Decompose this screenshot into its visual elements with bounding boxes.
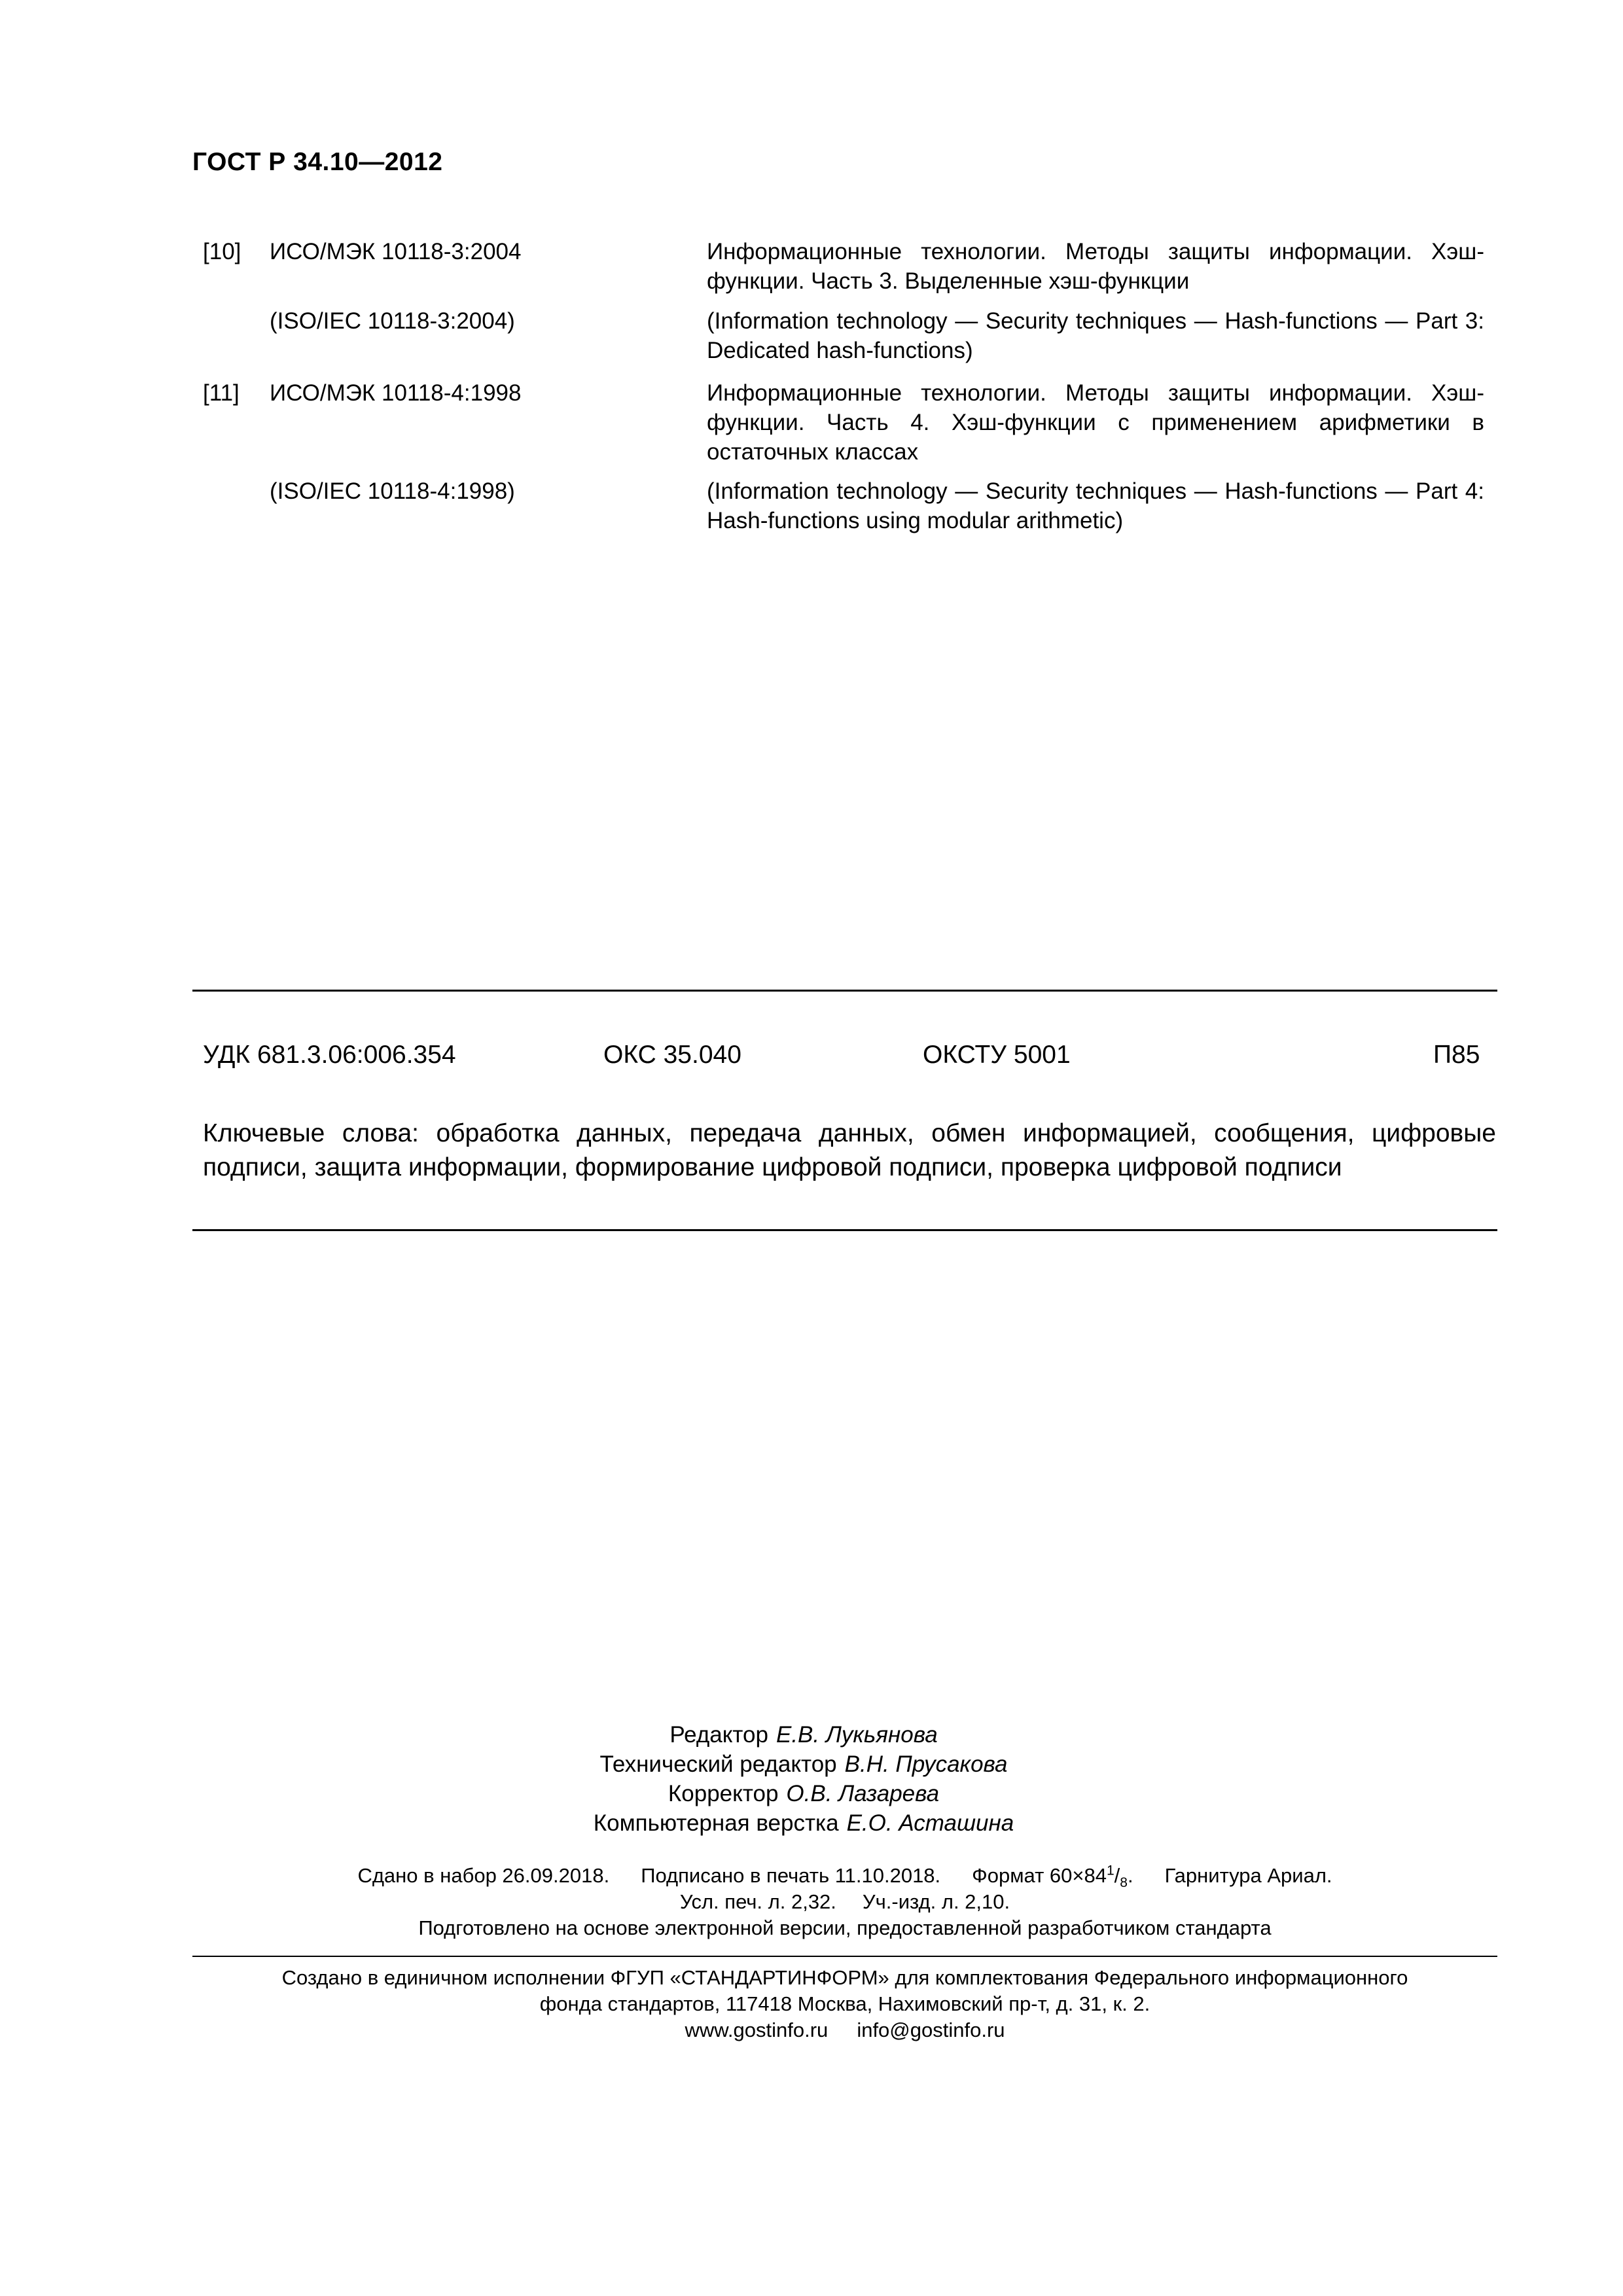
footer-line: фонда стандартов, 117418 Москва, Нахимовский пр-т, д. 31, к. 2. — [539, 1992, 1150, 2015]
bottom-divider — [192, 1229, 1497, 1231]
reference-code-en: (ISO/IEC 10118-3:2004) — [270, 308, 515, 334]
credit-role: Компьютерная верстка — [593, 1810, 839, 1836]
credit-layout — [0, 1808, 1615, 1838]
okstu-code: ОКСТУ 5001 — [923, 1041, 1071, 1069]
print-info-line — [192, 1863, 1497, 1889]
credit-name: В.Н. Прусакова — [844, 1751, 1008, 1777]
footer-contacts — [192, 2017, 1497, 2043]
typeface: Гарнитура Ариал. — [1164, 1864, 1332, 1887]
reference-title: Информационные технологии. Методы защиты информации. Хэш-функции. Часть 3. Выделенные хэш-функции — [707, 239, 1484, 294]
credit-proofreader — [0, 1779, 1615, 1808]
credit-role: Технический редактор — [599, 1751, 837, 1777]
credit-editor — [0, 1720, 1615, 1749]
sheets-line — [192, 1889, 1497, 1915]
credit-role: Корректор — [668, 1781, 779, 1806]
page-header-standard-id: ГОСТ Р 34.10—2012 — [192, 148, 443, 176]
reference-code: ИСО/МЭК 10118-4:1998 — [270, 380, 522, 406]
reference-title: Информационные технологии. Методы защиты информации. Хэш-функции. Часть 4. Хэш-функции с применением арифметики в остаточных классах — [707, 380, 1484, 465]
typeset-date: Сдано в набор 26.09.2018. — [357, 1864, 610, 1887]
signed-date: Подписано в печать 11.10.2018. — [641, 1864, 941, 1887]
reference-title-en: (Information technology — Security techniques — Hash-functions — Part 4: Hash-functions using modular arithmetic) — [707, 478, 1484, 533]
reference-code-en: (ISO/IEC 10118-4:1998) — [270, 478, 515, 504]
credit-name: Е.О. Асташина — [846, 1810, 1014, 1836]
email-link[interactable]: info@gostinfo.ru — [857, 2018, 1005, 2041]
credit-name: О.В. Лазарева — [786, 1781, 940, 1806]
print-info-block — [192, 1863, 1497, 1941]
reference-code: ИСО/МЭК 10118-3:2004 — [270, 239, 522, 264]
website-link[interactable]: www.gostinfo.ru — [685, 2018, 829, 2041]
footer-line: Создано в единичном исполнении ФГУП «СТАНДАРТИНФОРМ» для комплектования Федерального информационного — [281, 1966, 1408, 1989]
group-code: П85 — [1433, 1041, 1480, 1069]
publisher-footer — [192, 1965, 1497, 2043]
prepared-note: Подготовлено на основе электронной версии, предоставленной разработчиком стандарта — [418, 1916, 1272, 1939]
credit-tech-editor — [0, 1749, 1615, 1779]
credits-block — [0, 1720, 1623, 1838]
oks-code: ОКС 35.040 — [603, 1041, 741, 1069]
reference-title-en: (Information technology — Security techniques — Hash-functions — Part 3: Dedicated hash-functions) — [707, 308, 1484, 363]
reference-number: [11] — [203, 380, 240, 406]
reference-number: [10] — [203, 239, 241, 264]
udk-code: УДК 681.3.06:006.354 — [203, 1041, 456, 1069]
publisher-sheets: Уч.-изд. л. 2,10. — [862, 1890, 1010, 1913]
credit-role: Редактор — [669, 1722, 768, 1748]
credit-name: Е.В. Лукьянова — [776, 1722, 938, 1748]
top-divider — [192, 990, 1497, 992]
footer-divider — [192, 1956, 1497, 1957]
keywords-paragraph: Ключевые слова: обработка данных, передача данных, обмен информацией, сообщения, цифровые подписи, защита информации, формирование цифровой подписи, проверка цифровой подписи — [203, 1119, 1496, 1181]
print-sheets: Усл. печ. л. 2,32. — [679, 1890, 836, 1913]
paper-format: Формат $60\times 84^1/_8$. — [972, 1863, 1133, 1891]
